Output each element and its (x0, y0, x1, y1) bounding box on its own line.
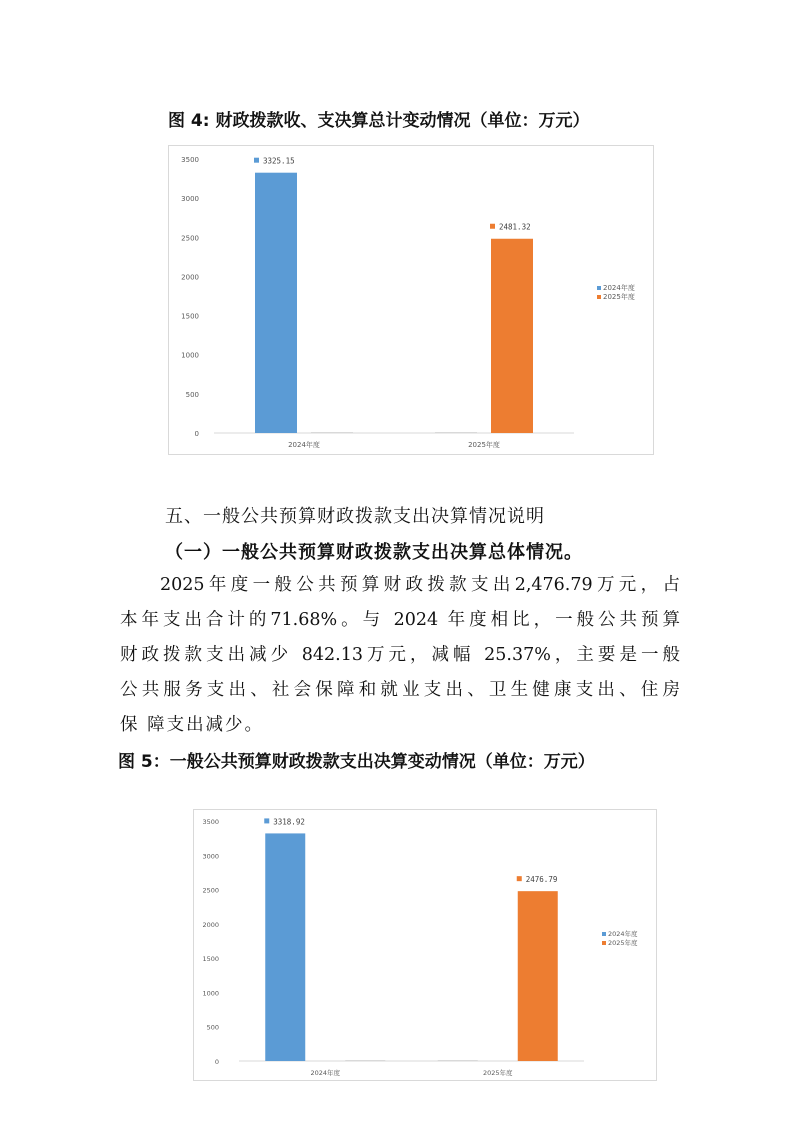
legend-label: 2025年度 (603, 293, 635, 301)
paragraph-line: 财政拨款支出减少 842.13万元，减幅 25.37%，主要是一般 (120, 645, 680, 665)
y-tick-label: 1500 (181, 312, 199, 321)
figure-5-chart (193, 809, 657, 1081)
data-label: 3325.15 (263, 156, 295, 166)
y-tick-label: 500 (206, 1023, 219, 1032)
figure-5-svg (194, 810, 656, 1080)
bar (435, 432, 477, 433)
figure-5-title: 图 5：一般公共预算财政拨款支出决算变动情况（单位：万元） (118, 752, 595, 772)
bar (265, 833, 305, 1061)
bar (491, 239, 533, 433)
data-label-marker (264, 818, 269, 823)
data-label: 2476.79 (525, 875, 558, 885)
y-tick-label: 3500 (202, 818, 219, 826)
x-tick-label: 2025年度 (468, 441, 500, 449)
figure-4-title: 图 4: 财政拨款收、支决算总计变动情况（单位：万元） (168, 111, 590, 131)
data-label-marker (490, 224, 495, 229)
legend-swatch (597, 295, 601, 299)
y-tick-label: 3000 (202, 852, 219, 861)
y-tick-label: 3000 (181, 195, 199, 204)
section-heading: 五、一般公共预算财政拨款支出决算情况说明 (165, 506, 545, 527)
x-tick-label: 2024年度 (310, 1069, 341, 1077)
data-label: 3318.92 (273, 817, 305, 827)
bar (518, 891, 558, 1061)
data-label-marker (254, 158, 259, 163)
data-label: 2481.32 (499, 222, 531, 232)
legend-label: 2024年度 (603, 284, 635, 292)
legend-label: 2024年度 (608, 930, 638, 938)
legend-swatch (597, 286, 601, 290)
x-tick-label: 2024年度 (288, 441, 320, 449)
y-tick-label: 0 (214, 1058, 219, 1066)
paragraph-line: 本年支出合计的71.68%。与 2024 年度相比，一般公共预算 (120, 610, 680, 630)
y-tick-label: 2000 (181, 273, 199, 282)
figure-4-svg (169, 146, 653, 454)
y-tick-label: 2000 (202, 920, 219, 929)
paragraph-line: 2025年度一般公共预算财政拨款支出2,476.79万元，占 (160, 575, 680, 595)
bar (311, 432, 353, 433)
legend-swatch (602, 941, 606, 945)
x-tick-label: 2025年度 (482, 1069, 513, 1077)
section-subheading: （一）一般公共预算财政拨款支出决算总体情况。 (165, 542, 583, 563)
bar (345, 1060, 385, 1061)
y-tick-label: 2500 (181, 234, 199, 243)
y-tick-label: 3500 (181, 156, 199, 164)
bar (438, 1060, 478, 1061)
y-tick-label: 500 (185, 390, 199, 399)
paragraph-line: 公共服务支出、社会保障和就业支出、卫生健康支出、住房 (120, 680, 680, 700)
legend-label: 2025年度 (608, 939, 638, 947)
figure-4-chart (168, 145, 654, 455)
y-tick-label: 2500 (202, 886, 219, 895)
legend-swatch (602, 932, 606, 936)
y-tick-label: 1000 (202, 989, 219, 998)
data-label-marker (517, 876, 522, 881)
bar (255, 173, 297, 433)
y-tick-label: 0 (194, 430, 199, 438)
paragraph-line: 保 障支出减少。 (120, 715, 265, 735)
y-tick-label: 1000 (181, 351, 199, 360)
y-tick-label: 1500 (202, 955, 219, 964)
